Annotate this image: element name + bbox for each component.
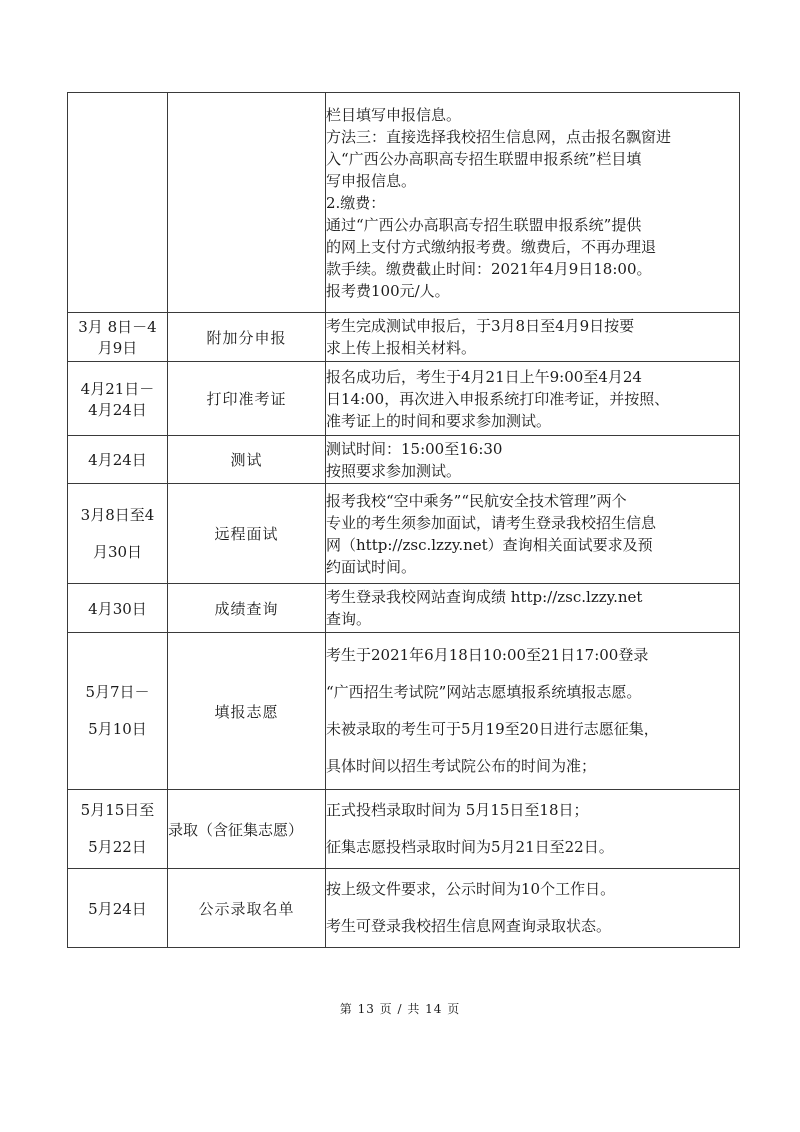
event-cell	[168, 93, 326, 313]
desc-line: 款手续。缴费截止时间：2021年4月9日18:00。	[326, 259, 652, 278]
page-number-footer: 第 13 页 / 共 14 页	[339, 1002, 461, 1016]
date-cell: 4月21日－ 4月24日	[68, 362, 168, 436]
date-cell: 5月15日至 5月22日	[68, 790, 168, 869]
table-row	[68, 633, 740, 790]
desc-line: 2.缴费：	[326, 193, 386, 212]
event-cell: 附加分申报	[168, 313, 326, 362]
event-cell: 测试	[168, 436, 326, 484]
table-row	[68, 869, 740, 948]
desc-line: 入“广西公办高职高专招生联盟申报系统”栏目填	[326, 149, 642, 168]
description-cell: 考生完成测试申报后，于3月8日至4月9日按要 求上传上报相关材料。	[326, 313, 740, 362]
event-cell: 成绩查询	[168, 584, 326, 633]
description-cell: 报名成功后，考生于4月21日上午9:00至4月24 日14:00，再次进入申报系统打印准考证，并按照、 准考证上的时间和要求参加测试。	[326, 362, 740, 436]
event-cell: 填报志愿	[168, 633, 326, 790]
description-cell: 正式投档录取时间为 5月15日至18日； 征集志愿投档录取时间为5月21日至22日。	[326, 790, 740, 869]
description-cell: 测试时间：15:00至16:30 按照要求参加测试。	[326, 436, 740, 484]
desc-line: 报考费100元/人。	[326, 281, 450, 300]
event-cell: 录取（含征集志愿）	[168, 790, 326, 869]
description-cell: 考生于2021年6月18日10:00至21日17:00登录 “广西招生考试院”网站志愿填报系统填报志愿。 未被录取的考生可于5月19至20日进行志愿征集， 具体时间以招生考试院公布的时间为准；	[326, 633, 740, 790]
desc-line: 栏目填写申报信息。	[326, 105, 462, 124]
table-row	[68, 790, 740, 869]
admission-schedule-table	[67, 92, 740, 948]
description-cell: 考生登录我校网站查询成绩 http://zsc.lzzy.net 查询。	[326, 584, 740, 633]
event-cell: 远程面试	[168, 484, 326, 584]
table-row	[68, 436, 740, 484]
date-cell	[68, 93, 168, 313]
table-row	[68, 584, 740, 633]
desc-line: 写申报信息。	[326, 171, 417, 190]
date-cell: 3月 8日－4 月9日	[68, 313, 168, 362]
date-cell: 4月30日	[68, 584, 168, 633]
date-cell: 5月7日－ 5月10日	[68, 633, 168, 790]
description-cell: 按上级文件要求，公示时间为10个工作日。 考生可登录我校招生信息网查询录取状态。	[326, 869, 740, 948]
event-cell: 公示录取名单	[168, 869, 326, 948]
date-cell: 5月24日	[68, 869, 168, 948]
description-cell: 报考我校“空中乘务”“民航安全技术管理”两个 专业的考生须参加面试，请考生登录我校招生信息 网（http://zsc.lzzy.net）查询相关面试要求及预 约面试时间。	[326, 484, 740, 584]
event-cell: 打印准考证	[168, 362, 326, 436]
table-row	[68, 313, 740, 362]
description-cell	[326, 93, 740, 313]
date-cell: 3月8日至4 月30日	[68, 484, 168, 584]
date-cell: 4月24日	[68, 436, 168, 484]
table-row	[68, 362, 740, 436]
table-row	[68, 484, 740, 584]
desc-line: 方法三：直接选择我校招生信息网，点击报名飘窗进	[326, 127, 672, 146]
desc-line: 的网上支付方式缴纳报考费。缴费后，不再办理退	[326, 237, 657, 256]
desc-line: 通过“广西公办高职高专招生联盟申报系统”提供	[326, 215, 642, 234]
table-row	[68, 93, 740, 313]
